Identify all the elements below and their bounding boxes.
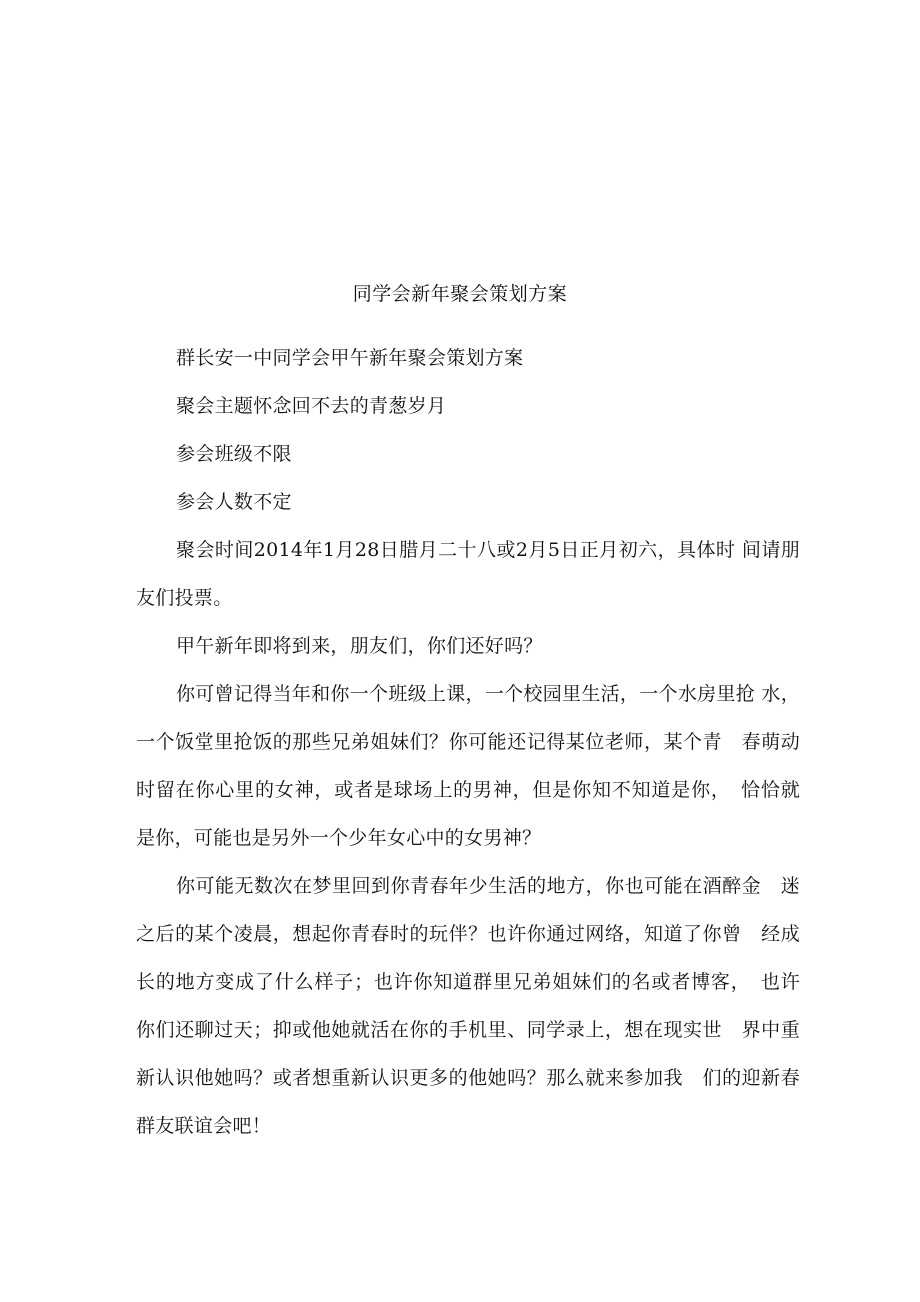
paragraph-memories: 你可曾记得当年和你一个班级上课，一个校园里生活，一个水房里抢 水，一个饭堂里抢饭的那些兄弟姐妹们？你可能还记得某位老师，某个青 春萌动时留在你心里的女神，或者是球场上的男神，但是你知不知道是你， 恰恰就是你，可能也是另外一个少年女心中的女男神？ — [136, 683, 800, 849]
paragraph-greeting: 甲午新年即将到来，朋友们，你们还好吗？ — [176, 635, 543, 657]
document-title: 同学会新年聚会策划方案 — [352, 283, 568, 305]
paragraph-theme: 聚会主题怀念回不去的青葱岁月 — [176, 395, 447, 417]
paragraph-attendees: 参会人数不定 — [176, 491, 292, 513]
paragraph-group-name: 群长安一中同学会甲午新年聚会策划方案 — [176, 347, 524, 369]
paragraph-invitation: 你可能无数次在梦里回到你青春年少生活的地方，你也可能在酒醉金 迷之后的某个凌晨，想起你青春时的玩伴？也许你通过网络，知道了你曾 经成长的地方变成了什么样子；也许你知道群里兄弟姐妹们的名或者博客， 也许你们还聊过天；抑或他她就活在你的手机里、同学录上，想在现实世 界中重新认识他她吗？或者想重新认识更多的他她吗？那么就来参加我 们的迎新春群友联谊会吧！ — [136, 875, 800, 1137]
paragraph-time: 聚会时间2014年1月28日腊月二十八或2月5日正月初六，具体时 间请朋友们投票。 — [136, 539, 800, 609]
paragraph-classes: 参会班级不限 — [176, 443, 292, 465]
document-body — [136, 334, 800, 1150]
